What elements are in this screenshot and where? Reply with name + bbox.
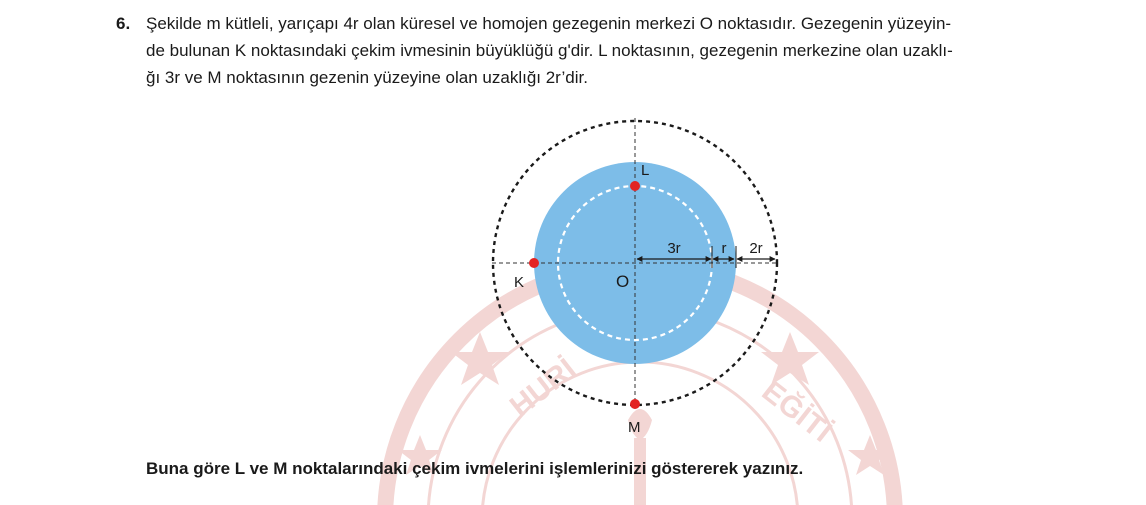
point-K [529,258,539,268]
instruction-text: Buna göre L ve M noktalarındaki çekim ivmelerini işlemlerinizi göstererek yazınız. [146,459,804,478]
label-3r: 3r [667,240,681,257]
planet-figure [470,110,800,440]
label-2r: 2r [749,240,763,257]
label-M: M [628,419,641,436]
watermark-text-right: EĞİTİ [755,374,838,449]
question-line-2: de bulunan K noktasındaki çekim ivmesinin büyüklüğü g'dir. L noktasının, gezegenin merkezine olan uzaklı- [146,41,953,60]
label-r: r [721,240,727,257]
question-line-1: Şekilde m kütleli, yarıçapı 4r olan küresel ve homojen gezegenin merkezi O noktasıdır. Gezegenin yüzeyin- [146,14,952,33]
watermark-text-left: HURİ [503,352,583,424]
point-L [630,181,640,191]
question-number: 6. [116,14,131,33]
label-L: L [641,162,650,179]
label-K: K [514,274,525,291]
label-O: O [616,272,630,291]
question-line-3: ğı 3r ve M noktasının gezenin yüzeyine olan uzaklığı 2r’dir. [146,68,588,87]
point-M [630,399,640,409]
